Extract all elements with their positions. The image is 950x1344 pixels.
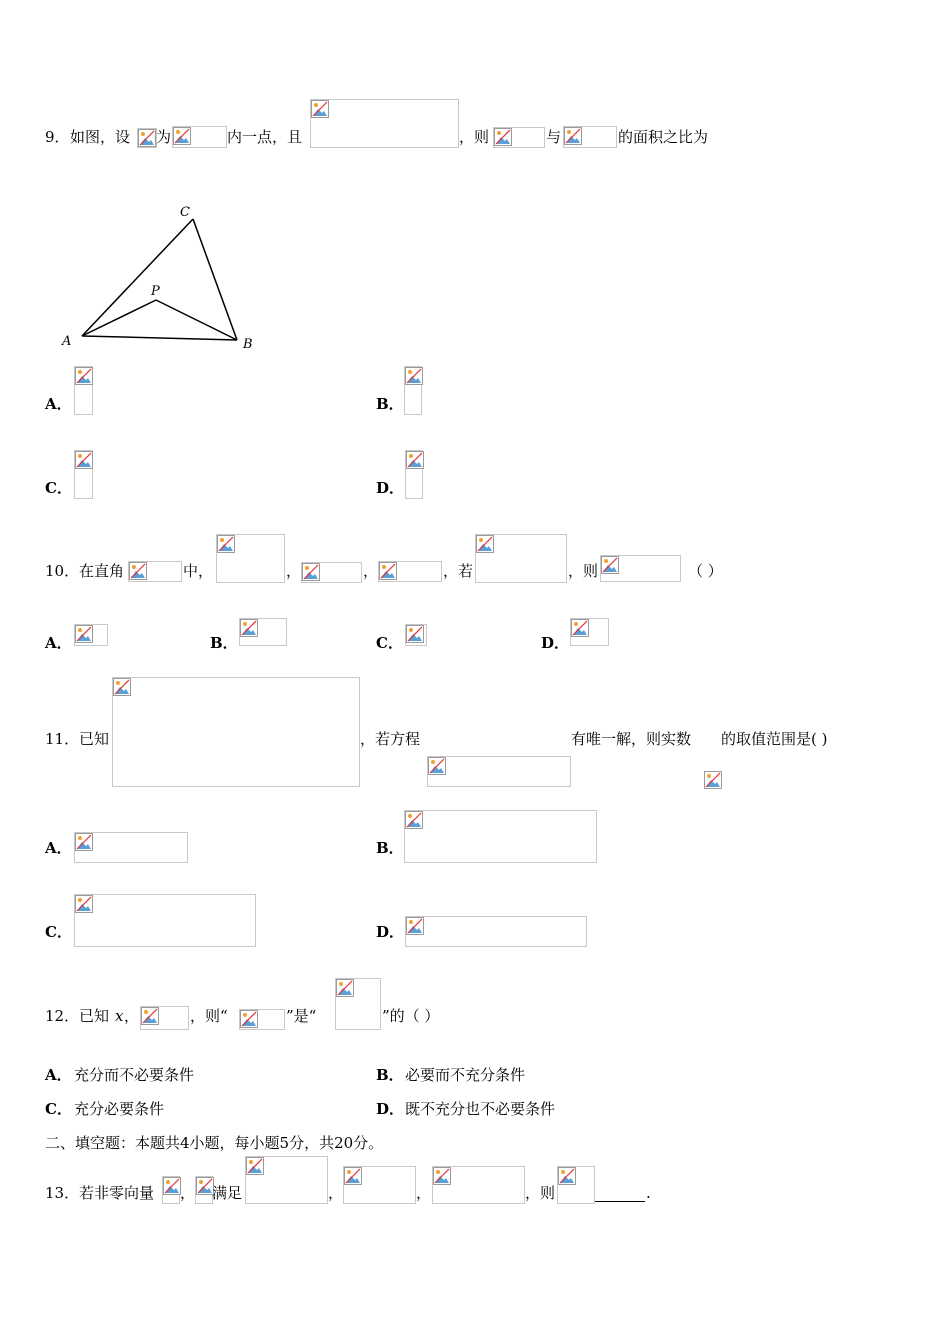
q10-number: 10．	[45, 562, 80, 580]
broken-image-icon	[428, 757, 446, 775]
formula-image	[404, 810, 597, 863]
broken-image-icon	[246, 1157, 264, 1175]
broken-image-icon	[138, 129, 156, 147]
formula-image	[404, 366, 422, 415]
vertex-b-label: B	[243, 337, 253, 352]
q9-text: 与	[546, 128, 562, 146]
q11-text: 的取值范围是( )	[721, 730, 828, 748]
edge-ac	[82, 219, 193, 336]
option-a-label: A．	[45, 395, 72, 413]
triangle-figure	[55, 200, 270, 355]
formula-image	[195, 1176, 213, 1204]
formula-image	[140, 1006, 189, 1030]
answer-blank[interactable]	[595, 1200, 645, 1202]
q10-comma: ，	[363, 562, 379, 580]
q9-text: 如图，设	[70, 128, 131, 146]
q10-paren: （ ）	[688, 562, 723, 580]
vertex-a-label: A	[62, 334, 72, 349]
formula-image	[600, 555, 681, 582]
option-c-label: C．	[45, 1100, 72, 1118]
formula-image	[405, 450, 423, 499]
formula-image	[704, 771, 722, 788]
option-c-label: C．	[376, 634, 403, 652]
q13-text: ，则	[525, 1184, 556, 1202]
edge-ap	[82, 300, 156, 336]
q13-text: 若非零向量	[79, 1184, 155, 1202]
q13-end: .	[646, 1184, 651, 1202]
broken-image-icon	[564, 127, 582, 145]
formula-image	[343, 1166, 416, 1204]
formula-image	[335, 978, 381, 1030]
formula-image	[301, 562, 362, 583]
q9-text: 的面积之比为	[618, 128, 709, 146]
option-a-label: A．	[45, 634, 72, 652]
q12-text: ”是“	[286, 1007, 317, 1025]
q11-text: 已知	[79, 730, 110, 748]
q9-text: 为	[156, 128, 172, 146]
option-d-label: D．	[376, 479, 405, 497]
broken-image-icon	[240, 1010, 258, 1028]
broken-image-icon	[75, 833, 93, 851]
formula-image	[245, 1156, 328, 1204]
broken-image-icon	[75, 895, 93, 913]
q9-text: ，则	[459, 128, 490, 146]
q12-variable: x	[115, 1007, 124, 1025]
broken-image-icon	[406, 451, 424, 469]
broken-image-icon	[129, 562, 147, 580]
broken-image-icon	[311, 100, 329, 118]
option-d-text: 既不充分也不必要条件	[405, 1100, 556, 1118]
q13-number: 13．	[45, 1184, 80, 1202]
broken-image-icon	[379, 562, 397, 580]
broken-image-icon	[302, 563, 320, 581]
q12-number: 12．	[45, 1007, 80, 1025]
formula-image	[432, 1166, 525, 1204]
broken-image-icon	[406, 625, 424, 643]
option-a-label: A．	[45, 1066, 72, 1084]
formula-image	[74, 450, 93, 499]
q12-text: ”的（ ）	[382, 1007, 440, 1025]
vertex-c-label: C	[180, 205, 190, 220]
broken-image-icon	[704, 771, 722, 789]
formula-image	[162, 1176, 180, 1204]
section-heading: 二、填空题：本题共4小题，每小题5分，共20分。	[45, 1134, 384, 1152]
broken-image-icon	[217, 535, 235, 553]
broken-image-icon	[336, 979, 354, 997]
q10-text: 中，	[183, 562, 214, 580]
formula-image	[216, 534, 285, 583]
broken-image-icon	[75, 451, 93, 469]
formula-image	[475, 534, 567, 583]
option-b-label: B．	[376, 839, 404, 857]
q10-text: 在直角	[79, 562, 125, 580]
formula-image	[378, 561, 442, 582]
broken-image-icon	[406, 917, 424, 935]
formula-image	[112, 677, 360, 787]
formula-image	[74, 366, 93, 415]
broken-image-icon	[571, 619, 589, 637]
formula-image	[239, 1009, 285, 1030]
q13-comma: ，	[180, 1184, 196, 1202]
option-d-label: D．	[376, 1100, 405, 1118]
q9-text: 内一点，且	[227, 128, 303, 146]
formula-image	[74, 832, 188, 863]
formula-image	[405, 916, 587, 947]
option-b-text: 必要而不充分条件	[405, 1066, 526, 1084]
broken-image-icon	[75, 367, 93, 385]
formula-image	[493, 127, 545, 148]
broken-image-icon	[163, 1177, 181, 1195]
broken-image-icon	[558, 1167, 576, 1185]
q12-text: ，	[124, 1007, 140, 1025]
broken-image-icon	[405, 811, 423, 829]
option-c-label: C．	[45, 923, 72, 941]
broken-image-icon	[433, 1167, 451, 1185]
q11-number: 11．	[45, 730, 80, 748]
option-b-label: B．	[376, 1066, 404, 1084]
broken-image-icon	[141, 1007, 159, 1025]
option-b-label: B．	[376, 395, 404, 413]
q12-text: ，则“	[190, 1007, 228, 1025]
q10-comma: ，	[286, 562, 302, 580]
edge-ab	[82, 336, 237, 340]
q10-text: ，若	[443, 562, 474, 580]
formula-image	[128, 561, 182, 582]
formula-image	[557, 1166, 595, 1204]
option-d-label: D．	[376, 923, 405, 941]
formula-image	[563, 126, 617, 148]
broken-image-icon	[113, 678, 131, 696]
formula-image	[427, 756, 571, 787]
broken-image-icon	[405, 367, 423, 385]
formula-image	[310, 99, 459, 148]
q9-number: 9．	[45, 128, 70, 146]
vertex-p-label: P	[151, 284, 160, 299]
q12-text: 已知	[79, 1007, 110, 1025]
option-a-label: A．	[45, 839, 72, 857]
option-c-text: 充分必要条件	[74, 1100, 165, 1118]
broken-image-icon	[75, 625, 93, 643]
formula-image	[239, 618, 287, 646]
formula-image	[570, 618, 609, 646]
formula-image	[405, 624, 427, 646]
q13-comma: ，	[416, 1184, 432, 1202]
formula-image	[74, 894, 256, 947]
option-c-label: C．	[45, 479, 72, 497]
q11-text: 有唯一解，则实数	[571, 730, 692, 748]
q10-text: ，则	[568, 562, 599, 580]
broken-image-icon	[173, 127, 191, 145]
broken-image-icon	[476, 535, 494, 553]
q13-comma: ，	[328, 1184, 344, 1202]
q11-text: ，若方程	[360, 730, 421, 748]
option-d-label: D．	[541, 634, 570, 652]
option-a-text: 充分而不必要条件	[74, 1066, 195, 1084]
q13-text: 满足	[212, 1184, 243, 1202]
broken-image-icon	[344, 1167, 362, 1185]
formula-image	[137, 128, 157, 148]
option-b-label: B．	[210, 634, 238, 652]
broken-image-icon	[601, 556, 619, 574]
broken-image-icon	[494, 128, 512, 146]
formula-image	[74, 624, 108, 646]
broken-image-icon	[240, 619, 258, 637]
formula-image	[172, 126, 227, 148]
